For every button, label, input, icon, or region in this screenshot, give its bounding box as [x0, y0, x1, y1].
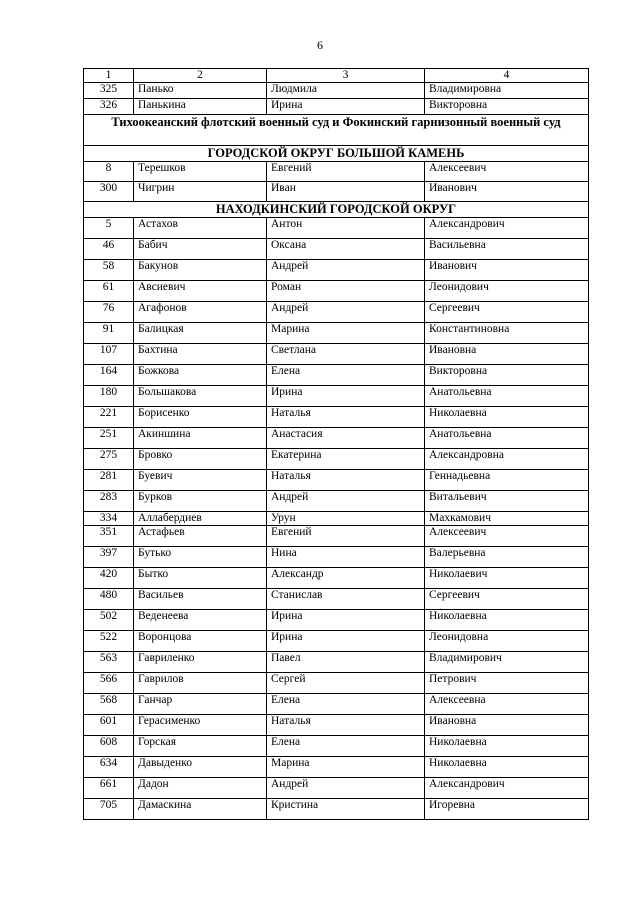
- table-row: [84, 260, 589, 281]
- surname-cell: Воронцова: [134, 631, 267, 652]
- name-cell: Александр: [267, 568, 425, 589]
- surname-cell: Панько: [134, 83, 267, 99]
- table-row: [84, 449, 589, 470]
- name-cell: Оксана: [267, 239, 425, 260]
- name-cell: Андрей: [267, 778, 425, 799]
- row-number: 661: [84, 778, 134, 799]
- row-number: 326: [84, 99, 134, 115]
- name-cell: Иван: [267, 182, 425, 202]
- surname-cell: Бахтина: [134, 344, 267, 365]
- row-number: 601: [84, 715, 134, 736]
- surname-cell: Гаврилов: [134, 673, 267, 694]
- row-number: 568: [84, 694, 134, 715]
- page-number: 6: [317, 38, 323, 52]
- surname-cell: Гавриленко: [134, 652, 267, 673]
- row-number: 566: [84, 673, 134, 694]
- name-cell: Елена: [267, 736, 425, 757]
- name-cell: Светлана: [267, 344, 425, 365]
- name-cell: Екатерина: [267, 449, 425, 470]
- patronymic-cell: Махкамович: [425, 512, 589, 526]
- table-row: [84, 386, 589, 407]
- patronymic-cell: Иванович: [425, 182, 589, 202]
- surname-cell: Бытко: [134, 568, 267, 589]
- name-cell: Наталья: [267, 470, 425, 491]
- surname-cell: Авсиевич: [134, 281, 267, 302]
- column-number: 2: [134, 69, 267, 83]
- patronymic-cell: Сергеевич: [425, 589, 589, 610]
- row-number: 107: [84, 344, 134, 365]
- row-number: 5: [84, 218, 134, 239]
- row-number: 221: [84, 407, 134, 428]
- patronymic-cell: Александрович: [425, 218, 589, 239]
- patronymic-cell: Иванович: [425, 260, 589, 281]
- name-cell: Ирина: [267, 386, 425, 407]
- patronymic-cell: Ивановна: [425, 344, 589, 365]
- row-number: 397: [84, 547, 134, 568]
- column-number: 3: [267, 69, 425, 83]
- patronymic-cell: Леонидович: [425, 281, 589, 302]
- row-number: 281: [84, 470, 134, 491]
- table-row: [84, 631, 589, 652]
- name-cell: Павел: [267, 652, 425, 673]
- surname-cell: Давыденко: [134, 757, 267, 778]
- table-row: [84, 778, 589, 799]
- patronymic-cell: Алексеевна: [425, 694, 589, 715]
- name-cell: Ирина: [267, 631, 425, 652]
- patronymic-cell: Игоревна: [425, 799, 589, 820]
- patronymic-cell: Алексеевич: [425, 526, 589, 547]
- surname-cell: Божкова: [134, 365, 267, 386]
- patronymic-cell: Ивановна: [425, 715, 589, 736]
- section-court: [84, 115, 589, 146]
- name-cell: Станислав: [267, 589, 425, 610]
- row-number: 61: [84, 281, 134, 302]
- row-number: 634: [84, 757, 134, 778]
- surname-cell: Акиншина: [134, 428, 267, 449]
- patronymic-cell: Николаевна: [425, 407, 589, 428]
- patronymic-cell: Николаевна: [425, 736, 589, 757]
- name-cell: Андрей: [267, 491, 425, 512]
- column-number-header: [84, 69, 589, 83]
- name-cell: Нина: [267, 547, 425, 568]
- row-number: 8: [84, 162, 134, 182]
- name-cell: Елена: [267, 365, 425, 386]
- jurors-table: [83, 68, 589, 820]
- name-cell: Наталья: [267, 715, 425, 736]
- table-row: [84, 673, 589, 694]
- table-row: [84, 162, 589, 182]
- table-row: [84, 428, 589, 449]
- table-row: [84, 83, 589, 99]
- name-cell: Роман: [267, 281, 425, 302]
- patronymic-cell: Александровна: [425, 449, 589, 470]
- surname-cell: Астафьев: [134, 526, 267, 547]
- table-row: [84, 568, 589, 589]
- table-row: [84, 302, 589, 323]
- name-cell: Марина: [267, 757, 425, 778]
- patronymic-cell: Владимирович: [425, 652, 589, 673]
- surname-cell: Горская: [134, 736, 267, 757]
- row-number: 502: [84, 610, 134, 631]
- section-nakhodka: [84, 202, 589, 218]
- surname-cell: Бакунов: [134, 260, 267, 281]
- name-cell: Урун: [267, 512, 425, 526]
- surname-cell: Дамаскина: [134, 799, 267, 820]
- surname-cell: Герасименко: [134, 715, 267, 736]
- name-cell: Сергей: [267, 673, 425, 694]
- name-cell: Людмила: [267, 83, 425, 99]
- name-cell: Кристина: [267, 799, 425, 820]
- section-court-title: Тихоокеанский флотский военный суд и Фокинский гарнизонный военный суд: [84, 115, 589, 146]
- patronymic-cell: Анатольевна: [425, 428, 589, 449]
- row-number: 91: [84, 323, 134, 344]
- name-cell: Елена: [267, 694, 425, 715]
- section-nakhodka-title: НАХОДКИНСКИЙ ГОРОДСКОЙ ОКРУГ: [84, 202, 589, 218]
- table-row: [84, 547, 589, 568]
- section-bolshoy-kamen-title: ГОРОДСКОЙ ОКРУГ БОЛЬШОЙ КАМЕНЬ: [84, 146, 589, 162]
- surname-cell: Васильев: [134, 589, 267, 610]
- surname-cell: Чигрин: [134, 182, 267, 202]
- surname-cell: Балицкая: [134, 323, 267, 344]
- row-number: 76: [84, 302, 134, 323]
- surname-cell: Бутько: [134, 547, 267, 568]
- table-row: [84, 323, 589, 344]
- patronymic-cell: Леонидовна: [425, 631, 589, 652]
- surname-cell: Агафонов: [134, 302, 267, 323]
- name-cell: Андрей: [267, 260, 425, 281]
- surname-cell: Астахов: [134, 218, 267, 239]
- surname-cell: Бабич: [134, 239, 267, 260]
- name-cell: Наталья: [267, 407, 425, 428]
- table-row: [84, 652, 589, 673]
- patronymic-cell: Александрович: [425, 778, 589, 799]
- row-number: 334: [84, 512, 134, 526]
- surname-cell: Терешков: [134, 162, 267, 182]
- surname-cell: Бурков: [134, 491, 267, 512]
- row-number: 275: [84, 449, 134, 470]
- patronymic-cell: Алексеевич: [425, 162, 589, 182]
- row-number: 46: [84, 239, 134, 260]
- patronymic-cell: Петрович: [425, 673, 589, 694]
- surname-cell: Борисенко: [134, 407, 267, 428]
- table-row: [84, 736, 589, 757]
- table-body: [84, 69, 589, 820]
- patronymic-cell: Константиновна: [425, 323, 589, 344]
- patronymic-cell: Викторовна: [425, 365, 589, 386]
- surname-cell: Бровко: [134, 449, 267, 470]
- column-number: 4: [425, 69, 589, 83]
- patronymic-cell: Викторовна: [425, 99, 589, 115]
- surname-cell: Аллабердиев: [134, 512, 267, 526]
- patronymic-cell: Сергеевич: [425, 302, 589, 323]
- surname-cell: Буевич: [134, 470, 267, 491]
- table-row: [84, 407, 589, 428]
- row-number: 325: [84, 83, 134, 99]
- table-row: [84, 239, 589, 260]
- table-row: [84, 799, 589, 820]
- name-cell: Ирина: [267, 610, 425, 631]
- table-row: [84, 512, 589, 526]
- surname-cell: Веденеева: [134, 610, 267, 631]
- patronymic-cell: Владимировна: [425, 83, 589, 99]
- table-row: [84, 470, 589, 491]
- name-cell: Антон: [267, 218, 425, 239]
- patronymic-cell: Геннадьевна: [425, 470, 589, 491]
- name-cell: Марина: [267, 323, 425, 344]
- table-row: [84, 694, 589, 715]
- row-number: 283: [84, 491, 134, 512]
- row-number: 420: [84, 568, 134, 589]
- patronymic-cell: Николаевич: [425, 568, 589, 589]
- name-cell: Ирина: [267, 99, 425, 115]
- patronymic-cell: Валерьевна: [425, 547, 589, 568]
- table-row: [84, 715, 589, 736]
- name-cell: Евгений: [267, 162, 425, 182]
- column-number: 1: [84, 69, 134, 83]
- patronymic-cell: Анатольевна: [425, 386, 589, 407]
- name-cell: Анастасия: [267, 428, 425, 449]
- table-row: [84, 757, 589, 778]
- table-row: [84, 526, 589, 547]
- patronymic-cell: Николаевна: [425, 610, 589, 631]
- surname-cell: Большакова: [134, 386, 267, 407]
- patronymic-cell: Васильевна: [425, 239, 589, 260]
- surname-cell: Дадон: [134, 778, 267, 799]
- row-number: 180: [84, 386, 134, 407]
- table-row: [84, 365, 589, 386]
- row-number: 563: [84, 652, 134, 673]
- row-number: 608: [84, 736, 134, 757]
- name-cell: Андрей: [267, 302, 425, 323]
- row-number: 522: [84, 631, 134, 652]
- table-row: [84, 99, 589, 115]
- row-number: 351: [84, 526, 134, 547]
- row-number: 164: [84, 365, 134, 386]
- table-row: [84, 491, 589, 512]
- row-number: 58: [84, 260, 134, 281]
- table-row: [84, 182, 589, 202]
- patronymic-cell: Витальевич: [425, 491, 589, 512]
- table-row: [84, 589, 589, 610]
- row-number: 251: [84, 428, 134, 449]
- table-row: [84, 281, 589, 302]
- name-cell: Евгений: [267, 526, 425, 547]
- table-row: [84, 218, 589, 239]
- table-row: [84, 344, 589, 365]
- row-number: 480: [84, 589, 134, 610]
- table-row: [84, 610, 589, 631]
- surname-cell: Панькина: [134, 99, 267, 115]
- section-bolshoy-kamen: [84, 146, 589, 162]
- surname-cell: Ганчар: [134, 694, 267, 715]
- row-number: 300: [84, 182, 134, 202]
- patronymic-cell: Николаевна: [425, 757, 589, 778]
- row-number: 705: [84, 799, 134, 820]
